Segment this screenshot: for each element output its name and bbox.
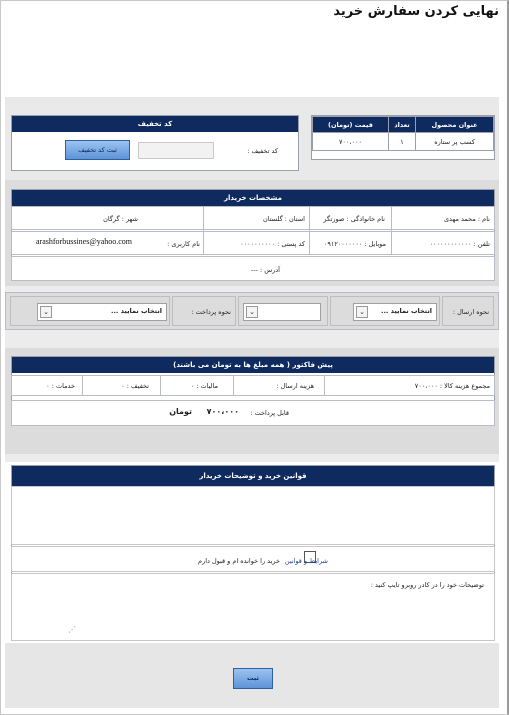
buyer-name: نام : محمد مهدی — [443, 215, 490, 223]
page-title: نهایی کردن سفارش خرید — [333, 4, 499, 19]
row-product-title: کسب پر ستاره — [416, 133, 494, 151]
agree-text: خرید را خوانده ام و قبول دارم — [198, 557, 280, 565]
discount-code-input[interactable] — [138, 142, 214, 159]
send-label-box — [442, 296, 494, 326]
buyer-province: استان : گلستان — [262, 215, 305, 223]
spacer — [5, 454, 499, 462]
buyer-username-label: نام کاربری : — [167, 240, 200, 248]
payable-label: قابل پرداخت : — [250, 409, 289, 417]
chevron-down-icon: ⌄ — [40, 306, 52, 318]
submit-button[interactable]: ثبت — [233, 668, 273, 689]
send-method-select[interactable]: ⌄ انتخاب نمایید ... — [353, 303, 437, 321]
pay-select-box — [10, 296, 170, 326]
buyer-address: آدرس : --- — [250, 266, 280, 274]
row-count: ۱ — [388, 133, 415, 151]
col-count: تعداد — [388, 117, 415, 133]
buyer-username-value: arashforbussines@yahoo.com — [36, 237, 133, 246]
pay-label: نحوه پرداخت : — [191, 308, 231, 316]
invoice-discount: تخفیف : ۰ — [121, 382, 149, 390]
terms-text-area — [11, 486, 495, 545]
buyer-postal: کد پستی : ۰۰۰۰۰۰۰۰۰۰ — [240, 240, 305, 248]
send-label: نحوه ارسال : — [452, 308, 489, 316]
invoice-shipping: هزینه ارسال : — [276, 382, 314, 390]
buyer-phone: تلفن : ۰۰۰۰۰۰۰۰۰۰۰۰ — [429, 240, 490, 248]
terms-link[interactable]: شرایط و قوانین — [284, 557, 328, 565]
buyer-panel — [11, 189, 495, 281]
send-select-box — [330, 296, 440, 326]
resize-grip-icon[interactable]: ⋰ — [68, 625, 76, 634]
buyer-header: مشخصات خریدار — [12, 190, 494, 206]
products-table — [311, 115, 495, 160]
payment-method-select[interactable]: ⌄ انتخاب نمایید ... — [37, 303, 167, 321]
table-row — [313, 133, 494, 151]
invoice-header: پیش فاکتور ( همه مبلغ ها به تومان می باشند) — [12, 357, 494, 373]
apply-discount-button[interactable]: ثبت کد تخفیف — [65, 140, 130, 160]
buyer-mobile: موبایل : ۰۹۱۲۰۰۰۰۰۰۰ — [323, 240, 386, 248]
row-price: ۷۰۰،۰۰۰ — [313, 133, 389, 151]
pay-label-box — [172, 296, 236, 326]
discount-label: کد تخفیف : — [247, 147, 278, 155]
discount-header: کد تخفیف — [12, 116, 298, 132]
payable-value: ۷۰۰،۰۰۰ — [206, 407, 239, 416]
comment-hint: توضیحات خود را در کادر روبرو تایپ کنید : — [370, 581, 484, 589]
buyer-city: شهر : گرگان — [103, 215, 138, 223]
col-product-title: عنوان محصول — [416, 117, 494, 133]
send-option-select[interactable] — [243, 303, 321, 321]
invoice-total: مجموع هزینه کالا : ۷۰۰،۰۰۰ — [414, 382, 490, 390]
invoice-panel — [11, 356, 495, 426]
buyer-row-1 — [11, 206, 495, 230]
invoice-services: خدمات : ۰ — [46, 382, 75, 390]
middle-select-box — [238, 296, 328, 326]
chevron-down-icon: ⌄ — [356, 306, 368, 318]
invoice-tax: مالیات : ۰ — [190, 382, 218, 390]
terms-panel — [11, 465, 495, 641]
payable-unit: تومان — [169, 407, 192, 416]
terms-header: قوانین خرید و توضیحات خریدار — [12, 466, 494, 486]
discount-panel — [11, 115, 299, 171]
col-price: قیمت (تومان) — [313, 117, 389, 133]
buyer-family: نام خانوادگی : صورتگر — [323, 215, 385, 223]
chevron-down-icon: ⌄ — [246, 306, 258, 318]
